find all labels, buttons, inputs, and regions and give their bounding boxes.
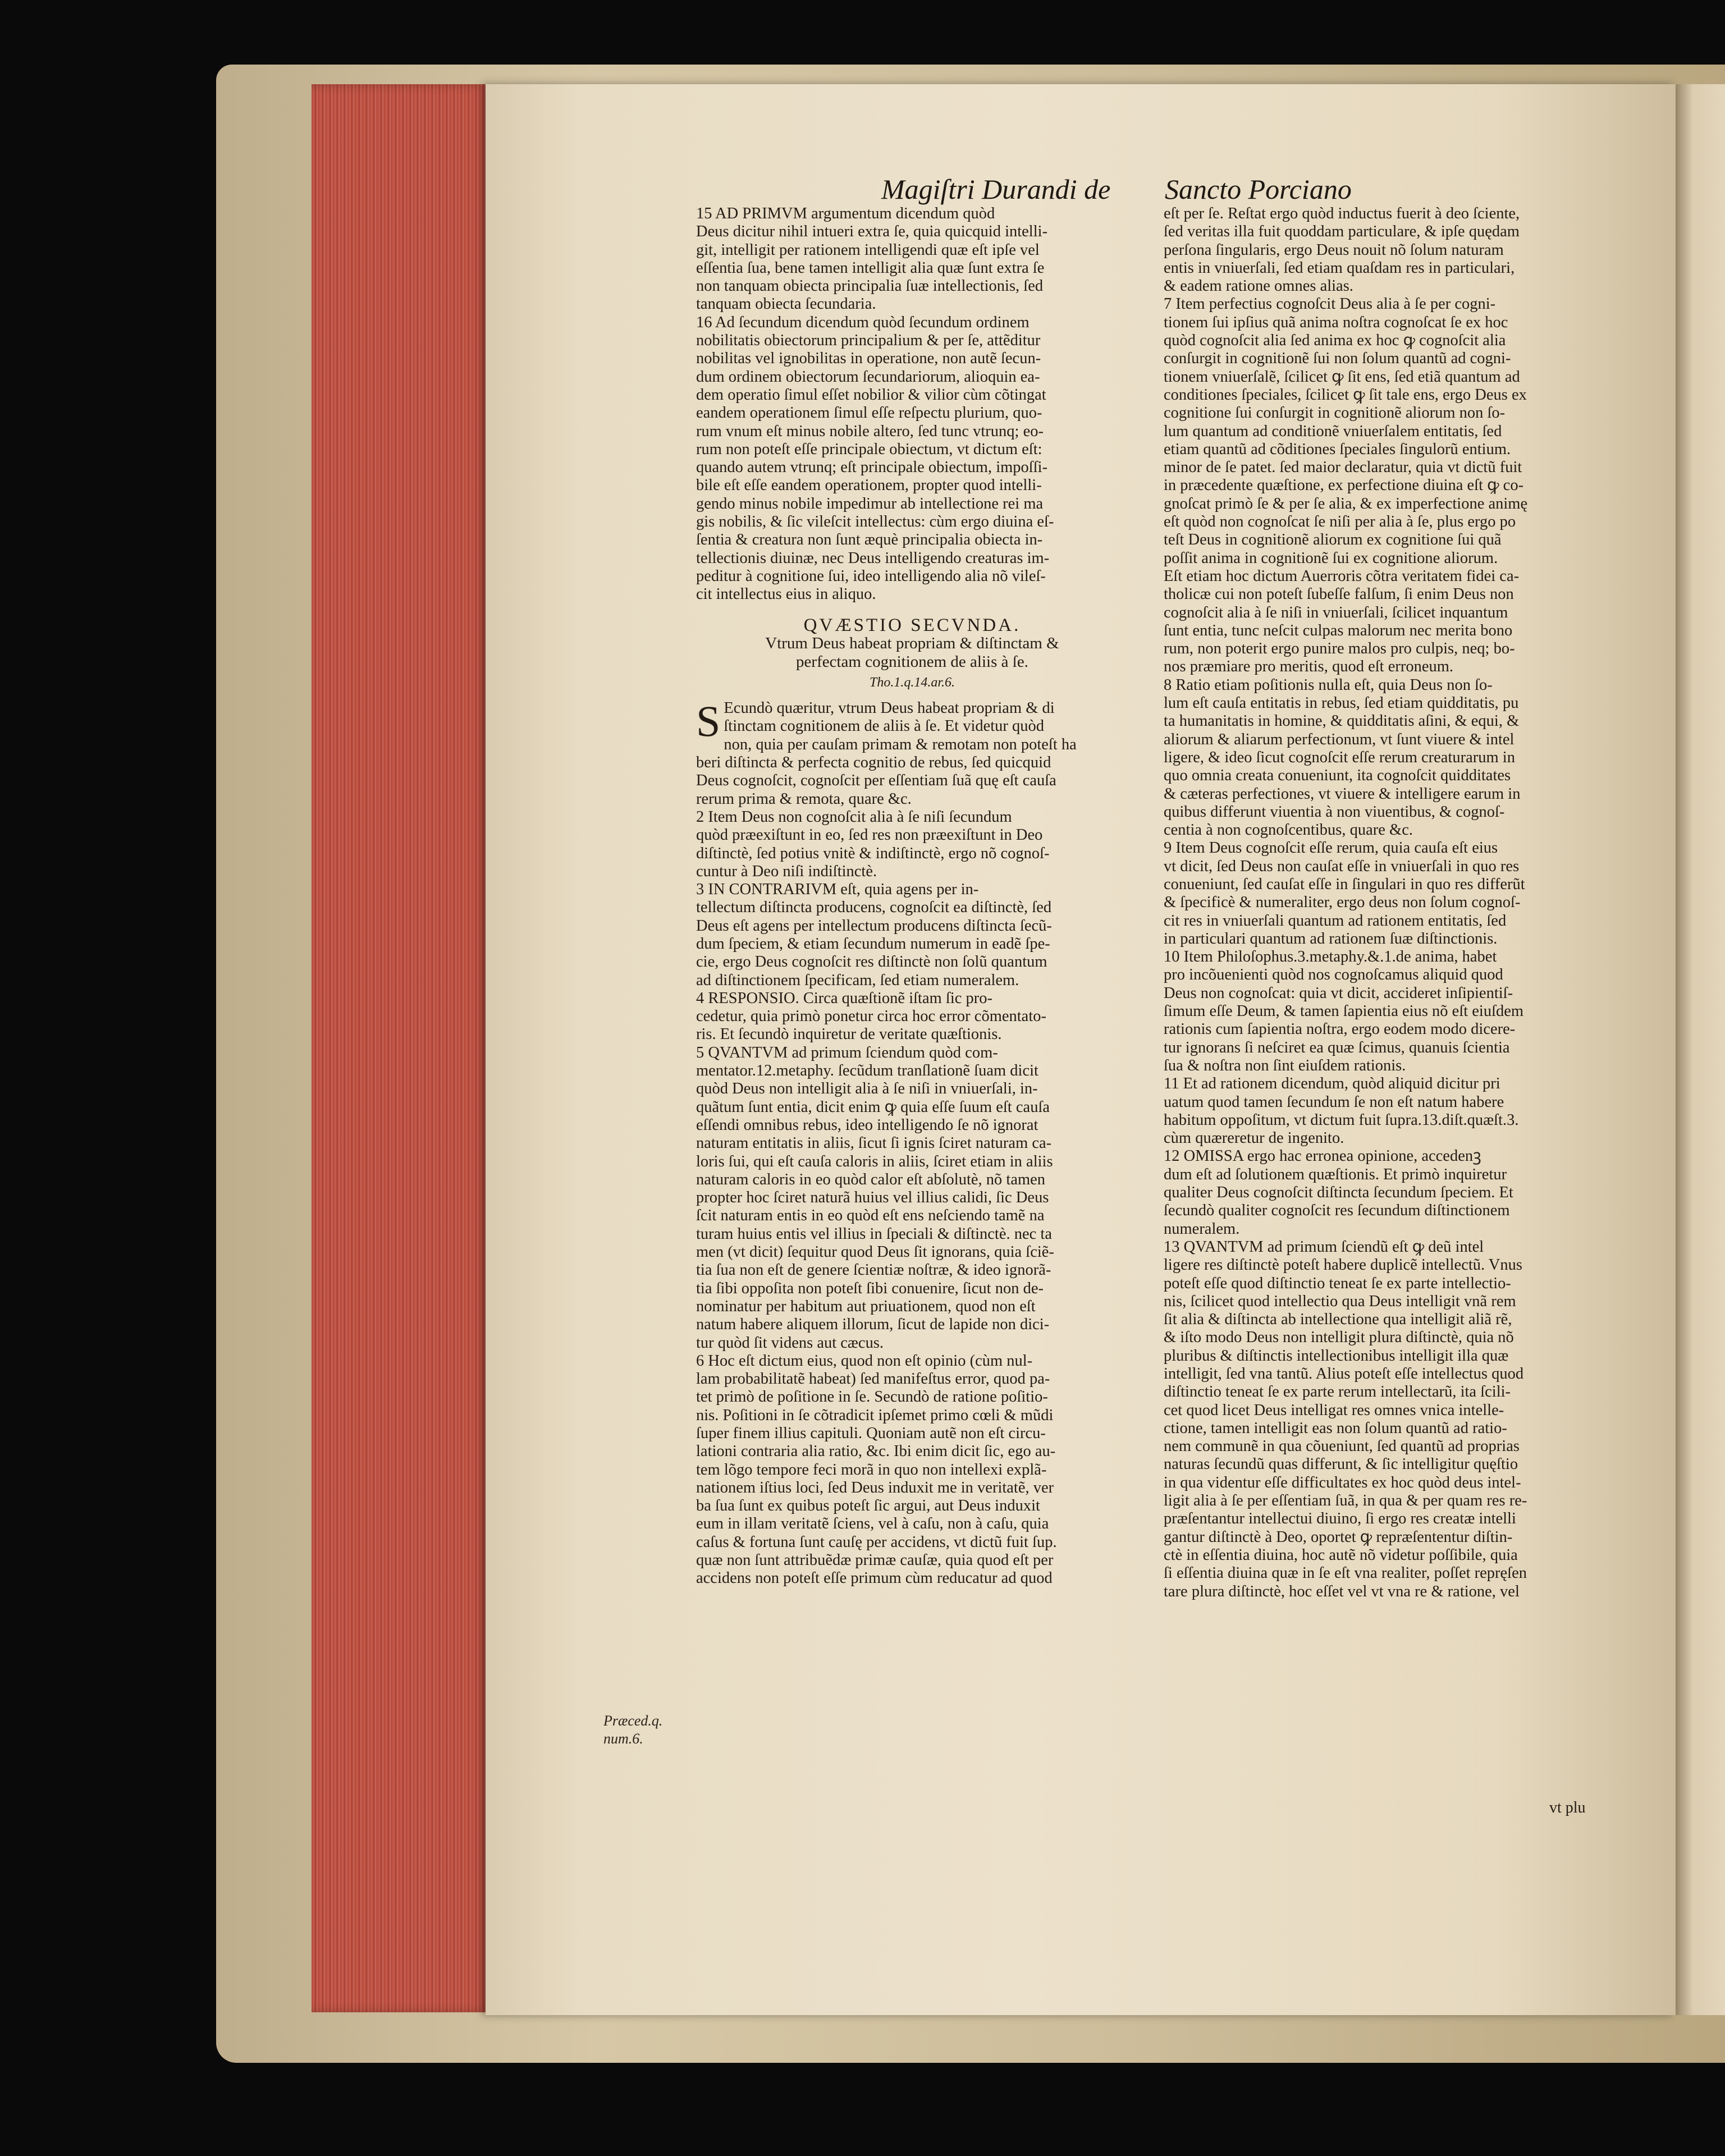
text-line: ſed veritas illa fuit quoddam particulare, & ipſe quędam <box>1164 223 1520 241</box>
text-line: & ſpecificè & numeraliter, ergo deus non ſolum cognoſ- <box>1164 894 1521 912</box>
text-line: loris ſui, qui eſt cauſa caloris in aliis, ſciret etiam in aliis <box>696 1152 1053 1170</box>
text-line: propter hoc ſciret naturã huius vel illius calidi, ſic Deus <box>696 1189 1049 1207</box>
text-line: naturam entitatis in aliis, ſicut ſi ignis ſciret naturam ca- <box>696 1134 1052 1152</box>
text-line: quòd Deus non intelligit alia à ſe niſi in vniuerſali, in- <box>696 1080 1038 1098</box>
text-line: tet primò de poſitione in ſe. Secundò de ratione poſitio- <box>696 1388 1048 1406</box>
text-line: accidens non poteſt eſſe primum cùm reducatur ad quod <box>696 1569 1053 1587</box>
text-line: ſuper finem illius capituli. Quoniam autẽ non eſt circu- <box>696 1425 1046 1442</box>
text-line: & iſto modo Deus non intelligit plura diſtinctè, quia nõ <box>1164 1329 1514 1347</box>
question-heading <box>696 616 1128 692</box>
text-line: numeralem. <box>1164 1220 1240 1238</box>
left-before-question <box>696 205 1128 604</box>
text-line: tellectionis diuinæ, nec Deus intelligendo creaturas im- <box>696 549 1050 567</box>
text-line: conditiones ſpeciales, ſcilicet ꝙ ſit tale ens, ergo Deus ex <box>1164 386 1527 404</box>
text-line: qualiter Deus cognoſcit diſtincta ſecundum ſpeciem. Et <box>1164 1184 1513 1202</box>
text-line: ſecundò qualiter cognoſcit res ſecundum diſtinctionem <box>1164 1202 1510 1220</box>
text-line: beri diſtincta & perfecta cognitio de rebus, ſed quicquid <box>696 754 1051 772</box>
text-line: ſimum eſſe Deum, & tamen ſapientia eius nõ eſt eiuſdem <box>1164 1003 1524 1020</box>
text-line: nobilitas vel ignobilitas in operatione, non autẽ ſecun- <box>696 350 1041 368</box>
text-line: 11 Et ad rationem dicendum, quòd aliquid dicitur pri <box>1164 1075 1500 1093</box>
left-after-question <box>696 699 1128 1588</box>
text-line: præſentantur intellectui diuino, ſi ergo res creatæ intelli <box>1164 1510 1516 1528</box>
text-line: 2 Item Deus non cognoſcit alia à ſe niſi ſecundum <box>696 808 1012 826</box>
text-line: tanquam obiecta ſecundaria. <box>696 295 876 313</box>
text-line: tholicæ cui non poteſt ſubeſſe falſum, ſi enim Deus non <box>1164 585 1514 603</box>
text-line: rationis cum ſapientia noſtra, ergo eodem modo dicere- <box>1164 1020 1516 1038</box>
text-line: diſtinctè, ſed potius vnitè & indiſtinctè, ergo nõ cognoſ- <box>696 844 1050 862</box>
text-line: lam probabilitatẽ habeat) ſed manifeſtus error, quod pa- <box>696 1370 1050 1388</box>
text-line: quæ non ſunt attribuẽdæ primæ cauſæ, quia quod eſt per <box>696 1551 1054 1569</box>
text-line: non, quia per cauſam primam & remotam non poteſt ha <box>724 735 1077 753</box>
text-line: cuntur à Deo niſi indiſtinctè. <box>696 862 877 880</box>
text-line: git, intelligit per rationem intelligendi quæ eſt ipſe vel <box>696 241 1040 259</box>
text-line: aliorum & aliarum perfectionum, vt ſunt viuere & intel <box>1164 730 1514 748</box>
text-line: mentator.12.metaphy. ſecũdum tranſlationẽ ſuam dicit <box>696 1062 1038 1080</box>
text-line: ſi eſſentia diuina quæ in ſe eſt vna realiter, poſſet repręſen <box>1164 1564 1527 1582</box>
text-line: ligere res diſtinctè poteſt habere duplicẽ intellectũ. Vnus <box>1164 1256 1522 1274</box>
text-line: ctione, tamen intelligit eas non ſolum quantũ ad ratio- <box>1164 1419 1507 1437</box>
text-line: gantur diſtinctè à Deo, oportet ꝙ repræſententur diſtin- <box>1164 1528 1513 1546</box>
text-line: eum in illam veritatẽ ſciens, vel à caſu, non à caſu, quia <box>696 1515 1049 1533</box>
text-line: Ecundò quæritur, vtrum Deus habeat propriam & di <box>724 699 1055 717</box>
text-line: pluribus & diſtinctis intellectionibus intelligit illa quæ <box>1164 1347 1509 1365</box>
text-line: intelligit, ſed vna tantũ. Alius poteſt eſſe intellectus quod <box>1164 1365 1524 1383</box>
text-line: tare plura diſtinctè, hoc eſſet vel vt vna re & ratione, vel <box>1164 1582 1520 1600</box>
text-line: nis, ſcilicet quod intellectio qua Deus intelligit vnã rem <box>1164 1292 1516 1310</box>
facing-page-edge <box>1676 84 1725 2015</box>
text-line: men (vt dicit) ſequitur quod Deus ſit ignorans, quia ſciẽ- <box>696 1243 1054 1261</box>
text-line: quibus differunt viuentia à non viuentibus, & cognoſ- <box>1164 803 1505 821</box>
text-line: ſtinctam cognitionem de aliis à ſe. Et videtur quòd <box>724 717 1045 735</box>
text-line: turam huius entis vel illius in ſpeciali & diſtinctè. nec ta <box>696 1225 1052 1243</box>
text-line: 13 QVANTVM ad primum ſciendũ eſt ꝙ deũ intel <box>1164 1238 1484 1256</box>
text-line: tia ſua non eſt de genere ſcientiæ noſtræ, & ideo ignorã- <box>696 1261 1051 1279</box>
text-line: tellectum diſtincta producens, cognoſcit ea diſtinctè, ſed <box>696 899 1052 917</box>
text-line: & cæteras perfectiones, vt viuere & intelligere earum in <box>1164 785 1521 803</box>
text-line: lum eſt cauſa entitatis in rebus, ſed etiam quidditatis, pu <box>1164 694 1519 712</box>
text-line: ſua & noſtra non ſint eiuſdem rationis. <box>1164 1056 1406 1074</box>
text-line: Deus non cognoſcat: quia vt dicit, accideret inſipientiſ- <box>1164 984 1513 1002</box>
text-line: gis nobilis, & ſic vileſcit intellectus: cùm ergo diuina eſ- <box>696 513 1054 531</box>
text-line: nominatur per habitum aut priuationem, quod non eſt <box>696 1297 1036 1315</box>
text-line: habitum oppoſitum, vt dictum fuit ſupra.13.diſt.quæſt.3. <box>1164 1111 1519 1129</box>
left-text-column <box>696 205 1128 1588</box>
text-line: nem communẽ in qua cõueniunt, ſed quantũ ad proprias <box>1164 1438 1520 1455</box>
text-line: non tanquam obiecta principalia ſuæ intellectionis, ſed <box>696 277 1044 295</box>
text-line: & eadem ratione omnes alias. <box>1164 277 1353 295</box>
text-line: lationi contraria alia ratio, &c. Ibi enim dicit ſic, ego au- <box>696 1443 1056 1461</box>
text-line: 10 Item Philoſophus.3.metaphy.&.1.de anima, habet <box>1164 948 1497 966</box>
text-line: rum non poteſt eſſe principale obiectum, vt dictum eſt: <box>696 440 1042 458</box>
text-line: entis in vniuerſali, ſed etiam quaſdam res in particulari, <box>1164 259 1515 277</box>
text-line: peditur à cognitione ſui, ideo intelligendo alia nõ vileſ- <box>696 567 1046 585</box>
text-line: cognitione ſui conſurgit in cognitionẽ aliorum non ſo- <box>1164 404 1506 422</box>
text-line: naturam caloris in eo quòd calor eſt abſolutè, nõ tamen <box>696 1170 1046 1188</box>
text-line: 15 AD PRIMVM argumentum dicendum quòd <box>696 205 995 222</box>
catchword: vt plu <box>1549 1799 1586 1816</box>
text-line: cognoſcit alia à ſe niſi in vniuerſali, ſcilicet inquantum <box>1164 603 1508 621</box>
text-line: Eſt etiam hoc dictum Auerroris cõtra veritatem fidei ca- <box>1164 567 1520 585</box>
text-line: quãtum ſunt entia, dicit enim ꝙ quia eſſe ſuum eſt cauſa <box>696 1098 1050 1116</box>
text-line: quòd cognoſcit alia ſed anima ex hoc ꝙ cognoſcit alia <box>1164 332 1506 350</box>
text-line: dum ordinem obiectorum ſecundariorum, alioquin ea- <box>696 368 1040 386</box>
text-line: quando autem vtrunq; eſt principale obiectum, impoſſi- <box>696 459 1048 477</box>
text-line: bile eſt eſſe eandem operationem, propter quod intelli- <box>696 477 1042 495</box>
text-line: ba ſua ſunt ex quibus poteſt ſic argui, aut Deus induxit <box>696 1497 1040 1515</box>
text-line: minor de ſe patet. ſed maior declaratur, quia vt dictũ fuit <box>1164 459 1522 477</box>
text-line: eſt per ſe. Reſtat ergo quòd inductus fuerit à deo ſciente, <box>1164 205 1520 222</box>
text-line: tur ignorans ſi neſciret ea quæ ſcimus, quanuis ſcientia <box>1164 1038 1510 1056</box>
text-line: lum quantum ad conditionẽ vniuerſalem entitatis, ſed <box>1164 422 1502 440</box>
text-line: tionem ſui ipſius quã anima noſtra cognoſcat ſe ex hoc <box>1164 313 1508 331</box>
text-line: in particulari quantum ad rationem ſuæ diſtinctionis. <box>1164 930 1498 947</box>
text-line: rum vnum eſt minus nobile altero, ſed tunc vtrunq; eo- <box>696 422 1044 440</box>
text-line: conueniunt, ſed cauſat eſſe in ſingulari in quo res differũt <box>1164 875 1525 893</box>
margin-note-reference: Præced.q. num.6. <box>603 1713 663 1747</box>
text-line: Deus cognoſcit, cognoſcit per eſſentiam ſuã quę eſt cauſa <box>696 772 1056 790</box>
text-line: cit intellectus eius in aliquo. <box>696 585 876 603</box>
text-line: cedetur, quia primò ponetur circa hoc error cõmentato- <box>696 1008 1046 1026</box>
text-line: 4 RESPONSIO. Circa quæſtionẽ iſtam ſic pro- <box>696 989 993 1007</box>
text-line: 6 Hoc eſt dictum eius, quod non eſt opinio (cùm nul- <box>696 1352 1033 1370</box>
right-text-column <box>1164 205 1603 1601</box>
text-line: 8 Ratio etiam poſitionis nulla eſt, quia Deus non ſo- <box>1164 676 1493 694</box>
red-page-edges <box>312 84 494 2012</box>
text-line: ſunt entia, tunc neſcit culpas malorum nec merita bono <box>1164 621 1513 639</box>
text-line: dum eſt ad ſolutionem quæſtionis. Et primò inquiretur <box>1164 1165 1507 1183</box>
text-line: dem operatio ſimul eſſet nobilior & vilior cùm cõtingat <box>696 386 1046 404</box>
text-line: poſſit anima in cognitionẽ ſui ex cognitione aliorum. <box>1164 549 1498 567</box>
text-line: vt dicit, ſed Deus non cauſat eſſe in vniuerſali in quo res <box>1164 857 1520 875</box>
text-line: naturas ſecundũ quas differunt, & ſic intelligitur quęſtio <box>1164 1455 1518 1473</box>
question-subtitle-1: Vtrum Deus habeat propriam & diſtinctam & <box>765 634 1059 652</box>
text-line: poteſt eſſe quod diſtinctio teneat ſe ex parte intellectio- <box>1164 1274 1511 1292</box>
text-line: in præcedente quæſtione, ex perfectione diuina eſt ꝙ co- <box>1164 477 1524 495</box>
text-line: nis. Poſitioni in ſe cõtradicit ipſemet primo cœli & mũdi <box>696 1406 1054 1424</box>
text-line: ſcit naturam entis in eo quòd eſt ens neſciendo tamẽ na <box>696 1207 1045 1225</box>
text-line: conſurgit in cognitionẽ ſui non ſolum quantũ ad cogni- <box>1164 350 1511 368</box>
text-line: ſentia & creatura non ſunt æquè principalia obiecta in- <box>696 531 1043 549</box>
text-line: ſit alia & diſtincta ab intellectione qua intelligit aliã rẽ, <box>1164 1311 1512 1329</box>
text-line: nos præmiare pro meritis, quod eſt erroneum. <box>1164 658 1454 676</box>
text-line: eſt quòd non cognoſcat ſe niſi per alia à ſe, plus ergo po <box>1164 513 1516 531</box>
question-subtitle-2: perfectam cognitionem de aliis à ſe. <box>796 652 1028 671</box>
text-line: tur quòd ſit videns aut cæcus. <box>696 1334 884 1352</box>
text-line: rerum prima & remota, quare &c. <box>696 790 912 808</box>
drop-cap-letter: S <box>696 697 721 746</box>
text-line: etiam quantũ ad cõditiones ſpeciales ſingulorũ entium. <box>1164 440 1511 458</box>
text-line: eſſendi omnibus rebus, ideo intelligendo ſe nõ ignorat <box>696 1116 1038 1134</box>
text-line: gendo minus nobile impedimur ab intellectione rei ma <box>696 495 1044 512</box>
text-line: nationem iſtius loci, ſed Deus induxit me in veritatẽ, ver <box>696 1478 1054 1496</box>
text-line: caſus & fortuna ſunt cauſę per accidens, vt dictũ fuit ſup. <box>696 1533 1057 1551</box>
text-line: ad diſtinctionem ſpecificam, ſed etiam numeralem. <box>696 971 1019 989</box>
text-line: 5 QVANTVM ad primum ſciendum quòd com- <box>696 1043 998 1061</box>
text-line: ctè in eſſentia diuina, hoc autẽ nõ videtur poſſibile, quia <box>1164 1546 1518 1564</box>
text-line: tionem vniuerſalẽ, ſcilicet ꝙ ſit ens, ſed etiã quantum ad <box>1164 368 1520 386</box>
text-line: ris. Et ſecundò inquiretur de veritate quæſtionis. <box>696 1026 1002 1043</box>
text-line: 12 OMISSA ergo hac erronea opinione, accedenꝫ <box>1164 1147 1481 1165</box>
text-line: Deus eſt agens per intellectum producens diſtincta ſecũ- <box>696 917 1052 935</box>
text-line: teſt Deus in cognitionẽ aliorum ex cognitione ſui quã <box>1164 531 1502 549</box>
text-line: nobilitatis obiectorum principalium & per ſe, attẽditur <box>696 332 1041 350</box>
text-line: ligit alia à ſe per eſſentiam ſuã, in qua & per quam res re- <box>1164 1492 1527 1510</box>
text-line: quòd præexiſtunt in eo, ſed res non præexiſtunt in Deo <box>696 826 1043 844</box>
text-line: cie, ergo Deus cognoſcit res diſtinctè non ſolũ quantum <box>696 953 1047 971</box>
text-line: 9 Item Deus cognoſcit eſſe rerum, quia cauſa eſt eius <box>1164 839 1498 857</box>
text-line: 7 Item perfectius cognoſcit Deus alia à ſe per cogni- <box>1164 295 1496 313</box>
text-line: tem lõgo tempore feci morã in quo non intellexi explã- <box>696 1461 1047 1478</box>
text-line: quo omnia creata conueniunt, ita cognoſcit quidditates <box>1164 767 1511 785</box>
running-header-right: Sancto Porciano <box>1165 173 1352 205</box>
text-line: cet quod licet Deus intelligat res omnes vnica intelle- <box>1164 1401 1504 1419</box>
question-reference: Tho.1.q.14.ar.6. <box>869 675 955 690</box>
text-line: perſona ſingularis, ergo Deus nouit nõ ſolum naturam <box>1164 241 1504 259</box>
text-line: cùm quæreretur de ingenito. <box>1164 1129 1344 1147</box>
text-line: tia ſibi oppoſita non poteſt ſibi conuenire, ſicut non de- <box>696 1279 1044 1297</box>
text-line: diſtinctio teneat ſe ex parte rerum intellectarũ, ita ſcili- <box>1164 1383 1511 1401</box>
text-line: natum habere aliquem illorum, ſicut de lapide non dici- <box>696 1316 1050 1334</box>
text-line: eandem operationem ſimul eſſe reſpectu plurium, quo- <box>696 404 1042 422</box>
question-title: QVÆSTIO SECVNDA. <box>803 615 1021 635</box>
text-line: centia à non cognoſcentibus, quare &c. <box>1164 821 1413 839</box>
text-line: uatum quod tamen ſecundum ſe non eſt natum habere <box>1164 1093 1504 1111</box>
text-line: 16 Ad ſecundum dicendum quòd ſecundum ordinem <box>696 313 1029 331</box>
text-line: pro incõuenienti quòd nos cognoſcamus aliquid quod <box>1164 966 1503 984</box>
text-line: dum ſpeciem, & etiam ſecundum numerum in eadẽ ſpe- <box>696 935 1050 953</box>
text-line: 3 IN CONTRARIVM eſt, quia agens per in- <box>696 881 979 899</box>
text-line: Deus dicitur nihil intueri extra ſe, quia quicquid intelli- <box>696 223 1048 241</box>
text-line: eſſentia ſua, bene tamen intelligit alia quæ ſunt extra ſe <box>696 259 1045 277</box>
text-line: cit res in vniuerſali quantum ad rationem entitatis, ſed <box>1164 912 1507 930</box>
text-line: ligere, & ideo ſicut cognoſcit eſſe rerum creaturarum in <box>1164 748 1515 766</box>
running-header-left: Magiſtri Durandi de <box>881 173 1111 205</box>
text-line: ta humanitatis in homine, & quidditatis aſini, & equi, & <box>1164 712 1520 730</box>
text-line: gnoſcat primò ſe & per ſe alia, & ex imperfectione animę <box>1164 495 1528 512</box>
text-line: in qua videntur eſſe difficultates ex hoc quòd deus intel- <box>1164 1473 1521 1491</box>
text-line: rum, non poterit ergo punire malos pro culpis, neq; bo- <box>1164 640 1515 658</box>
